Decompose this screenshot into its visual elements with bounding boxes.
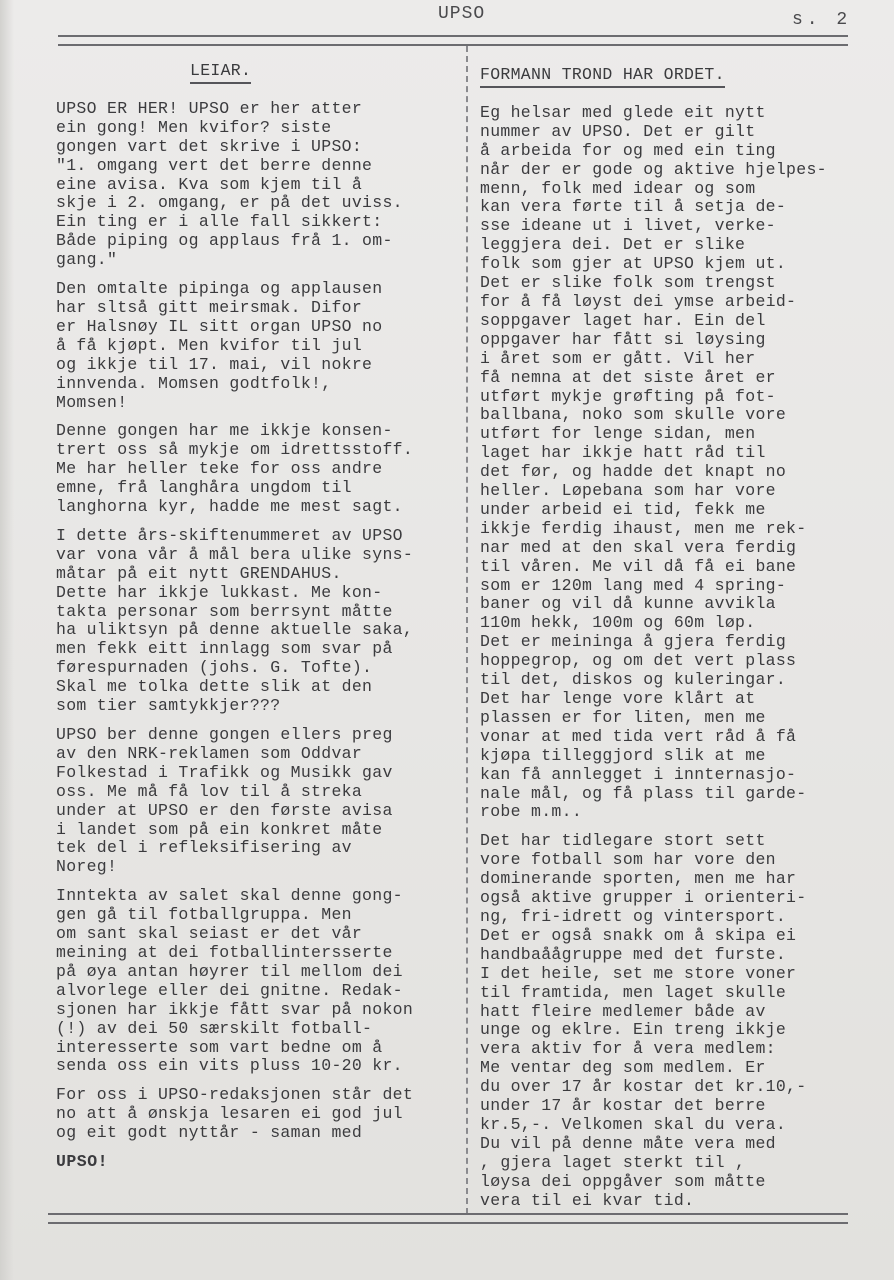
text-line: når der er gode og aktive hjelpes- bbox=[480, 159, 827, 179]
text-line: til framtida, men laget skulle bbox=[480, 982, 787, 1002]
paragraph bbox=[56, 527, 460, 716]
text-line: Det er slike folk som trengst bbox=[480, 273, 776, 293]
text-line: kan få annlegget i innternasjo- bbox=[480, 764, 797, 784]
text-line: utført for lenge sidan, men bbox=[480, 424, 756, 444]
text-line: soppgaver laget har. Ein del bbox=[480, 310, 766, 330]
text-line: vera aktiv for å vera medlem: bbox=[480, 1039, 776, 1059]
text-line: Den omtalte pipinga og applausen bbox=[56, 279, 383, 299]
text-line: robe m.m.. bbox=[480, 802, 583, 822]
text-line: sjonen har ikkje fått svar på nokon bbox=[56, 999, 414, 1019]
top-double-rule bbox=[58, 35, 848, 46]
text-line: nar med at den skal vera ferdig bbox=[480, 537, 797, 557]
text-line: det før, og hadde det knapt no bbox=[480, 462, 787, 482]
text-line: Me har heller teke for oss andre bbox=[56, 459, 383, 479]
text-line: i landet som på ein konkret måte bbox=[56, 819, 383, 839]
text-line: handbaåågruppe med det furste. bbox=[480, 944, 787, 964]
text-line: Det er også snakk om å skipa ei bbox=[480, 925, 797, 945]
text-line: tek del i refleksifisering av bbox=[56, 838, 352, 858]
text-line: Du vil på denne måte vera med bbox=[480, 1133, 776, 1153]
text-line: UPSO ER HER! UPSO er her atter bbox=[56, 98, 363, 118]
text-line: emne, frå langhåra ungdom til bbox=[56, 478, 352, 498]
masthead: UPSO bbox=[438, 4, 486, 24]
text-line: takta personar som berrsynt måtte bbox=[56, 601, 393, 621]
paragraph bbox=[56, 887, 460, 1076]
text-line: Det har tidlegare stort sett bbox=[480, 831, 766, 851]
text-line: som tier samtykkjer??? bbox=[56, 696, 281, 716]
paragraph bbox=[56, 1086, 460, 1143]
text-line: kjøpa tilleggjord slik at me bbox=[480, 745, 766, 765]
paragraph bbox=[56, 422, 460, 517]
text-line: nale mål, og få plass til garde- bbox=[480, 783, 807, 803]
text-line: I det heile, set me store voner bbox=[480, 963, 797, 983]
text-line: innvenda. Momsen godtfolk!, bbox=[56, 373, 332, 393]
text-line: Folkestad i Trafikk og Musikk gav bbox=[56, 762, 393, 782]
text-line: du over 17 år kostar det kr.10,- bbox=[480, 1077, 807, 1097]
paragraph bbox=[480, 832, 874, 1210]
text-line: kr.5,-. Velkomen skal du vera. bbox=[480, 1114, 787, 1134]
text-line: under arbeid ei tid, fekk me bbox=[480, 499, 766, 519]
text-line: "1. omgang vert det berre denne bbox=[56, 155, 373, 175]
text-line: er Halsnøy IL sitt organ UPSO no bbox=[56, 316, 383, 336]
text-line: UPSO ber denne gongen ellers preg bbox=[56, 725, 393, 744]
text-line: har sltså gitt meirsmak. Difor bbox=[56, 297, 363, 317]
text-line: løysa dei oppgåver som måtte bbox=[480, 1171, 766, 1191]
text-line: til det, diskos og kuleringar. bbox=[480, 670, 787, 690]
text-line: Inntekta av salet skal denne gong- bbox=[56, 886, 403, 906]
text-line: skje i 2. omgang, er på det uviss. bbox=[56, 193, 403, 213]
text-line: vore fotball som har vore den bbox=[480, 850, 776, 870]
text-line: utført mykje grøfting på fot- bbox=[480, 386, 776, 406]
text-line: under 17 år kostar det berre bbox=[480, 1096, 766, 1116]
text-line: Eg helsar med glede eit nytt bbox=[480, 102, 766, 122]
editorial-signoff: UPSO! bbox=[56, 1152, 109, 1172]
text-line: få nemna at det siste året er bbox=[480, 367, 776, 387]
text-line: måtar på eit nytt GRENDAHUS. bbox=[56, 563, 342, 583]
text-line: 110m hekk, 100m og 60m løp. bbox=[480, 613, 756, 633]
text-line: gen gå til fotballgruppa. Men bbox=[56, 905, 352, 925]
paragraph bbox=[56, 100, 460, 270]
text-line: unge og eklre. Ein treng ikkje bbox=[480, 1020, 787, 1040]
bottom-double-rule bbox=[48, 1213, 848, 1224]
text-line: for å få løyst dei ymse arbeid- bbox=[480, 291, 797, 311]
text-line: vera til ei kvar tid. bbox=[480, 1190, 695, 1210]
text-line: trert oss så mykje om idrettsstoff. bbox=[56, 440, 414, 460]
text-line: av den NRK-reklamen som Oddvar bbox=[56, 743, 363, 763]
paragraph bbox=[480, 104, 874, 822]
text-line: menn, folk med idear og som bbox=[480, 178, 756, 198]
text-line: leggjera dei. Det er slike bbox=[480, 235, 746, 255]
page-number: s. 2 bbox=[792, 10, 852, 30]
text-line: Noreg! bbox=[56, 857, 118, 877]
text-line: eine avisa. Kva som kjem til å bbox=[56, 174, 363, 194]
text-line: hatt fleire medlemer både av bbox=[480, 1001, 766, 1021]
text-line: interesserte som vart bedne om å bbox=[56, 1037, 383, 1057]
text-line: Det er meininga å gjera ferdig bbox=[480, 632, 787, 652]
text-line: langhorna kyr, hadde me mest sagt. bbox=[56, 497, 403, 517]
column-divider bbox=[466, 46, 468, 1214]
paragraph bbox=[56, 280, 460, 412]
text-line: oppgaver har fått si løysing bbox=[480, 329, 766, 349]
text-line: (!) av dei 50 særskilt fotball- bbox=[56, 1018, 373, 1038]
text-line: gang." bbox=[56, 250, 118, 270]
text-line: å få kjøpt. Men kvifor til jul bbox=[56, 335, 363, 355]
text-line: folk som gjer at UPSO kjem ut. bbox=[480, 254, 787, 274]
text-line: gongen vart det skrive i UPSO: bbox=[56, 136, 363, 156]
text-line: sse ideane ut i livet, verke- bbox=[480, 216, 776, 236]
text-line: ballbana, noko som skulle vore bbox=[480, 405, 787, 425]
text-line: Denne gongen har me ikkje konsen- bbox=[56, 421, 393, 441]
text-line: alvorlege eller dei gnitne. Redak- bbox=[56, 980, 403, 1000]
text-line: og eit godt nyttår - saman med bbox=[56, 1123, 363, 1143]
editorial-column bbox=[56, 62, 460, 1172]
text-line: oss. Me må få lov til å streka bbox=[56, 781, 363, 801]
text-line: kan vera førte til å setja de- bbox=[480, 197, 787, 217]
text-line: Ein ting er i alle fall sikkert: bbox=[56, 212, 383, 232]
text-line: senda oss ein vits pluss 10-20 kr. bbox=[56, 1056, 403, 1076]
text-line: var vona vår å mål bera ulike syns- bbox=[56, 544, 414, 564]
text-line: ikkje ferdig ihaust, men me rek- bbox=[480, 518, 807, 538]
text-line: og ikkje til 17. mai, vil nokre bbox=[56, 354, 373, 374]
text-line: men fekk eitt innlagg som svar på bbox=[56, 639, 393, 659]
text-line: no att å ønskja lesaren ei god jul bbox=[56, 1104, 403, 1124]
editorial-heading: LEIAR. bbox=[190, 62, 251, 84]
text-line: laget har ikkje hatt råd til bbox=[480, 443, 766, 463]
text-line: , gjera laget sterkt til , bbox=[480, 1152, 746, 1172]
text-line: til våren. Me vil då få ei bane bbox=[480, 556, 797, 576]
text-line: For oss i UPSO-redaksjonen står det bbox=[56, 1085, 414, 1105]
text-line: I dette års-skiftenummeret av UPSO bbox=[56, 525, 403, 545]
text-line: Me ventar deg som medlem. Er bbox=[480, 1058, 766, 1078]
text-line: Det har lenge vore klårt at bbox=[480, 689, 756, 708]
editorial-body bbox=[56, 100, 460, 1143]
text-line: baner og vil då kunne avvikla bbox=[480, 594, 776, 614]
text-line: førespurnaden (johs. G. Tofte). bbox=[56, 658, 373, 678]
text-line: å arbeida for og med ein ting bbox=[480, 140, 776, 160]
text-line: heller. Løpebana som har vore bbox=[480, 481, 776, 501]
text-line: nummer av UPSO. Det er gilt bbox=[480, 121, 756, 141]
text-line: Dette har ikkje lukkast. Me kon- bbox=[56, 582, 383, 602]
text-line: Skal me tolka dette slik at den bbox=[56, 677, 373, 697]
text-line: som er 120m lang med 4 spring- bbox=[480, 575, 787, 595]
chairman-body bbox=[480, 104, 874, 1211]
text-line: i året som er gått. Vil her bbox=[480, 348, 756, 368]
text-line: meining at dei fotballintersserte bbox=[56, 942, 393, 962]
text-line: dominerande sporten, men me har bbox=[480, 869, 797, 889]
text-line: Momsen! bbox=[56, 392, 128, 412]
text-line: ein gong! Men kvifor? siste bbox=[56, 117, 332, 137]
text-line: på øya antan høyrer til mellom dei bbox=[56, 961, 403, 981]
text-line: vonar at med tida vert råd å få bbox=[480, 726, 797, 746]
text-line: ha uliktsyn på denne aktuelle saka, bbox=[56, 620, 414, 640]
chairman-heading: FORMANN TROND HAR ORDET. bbox=[480, 66, 725, 88]
text-line: om sant skal seiast er det vår bbox=[56, 924, 363, 944]
paragraph bbox=[56, 726, 460, 877]
text-line: ng, fri-idrett og vintersport. bbox=[480, 906, 787, 926]
chairman-column bbox=[480, 66, 874, 1220]
text-line: under at UPSO er den første avisa bbox=[56, 800, 393, 820]
text-line: også aktive grupper i orienteri- bbox=[480, 888, 807, 908]
text-line: plassen er for liten, men me bbox=[480, 707, 766, 727]
text-line: Både piping og applaus frå 1. om- bbox=[56, 231, 393, 251]
text-line: hoppegrop, og om det vert plass bbox=[480, 651, 797, 671]
